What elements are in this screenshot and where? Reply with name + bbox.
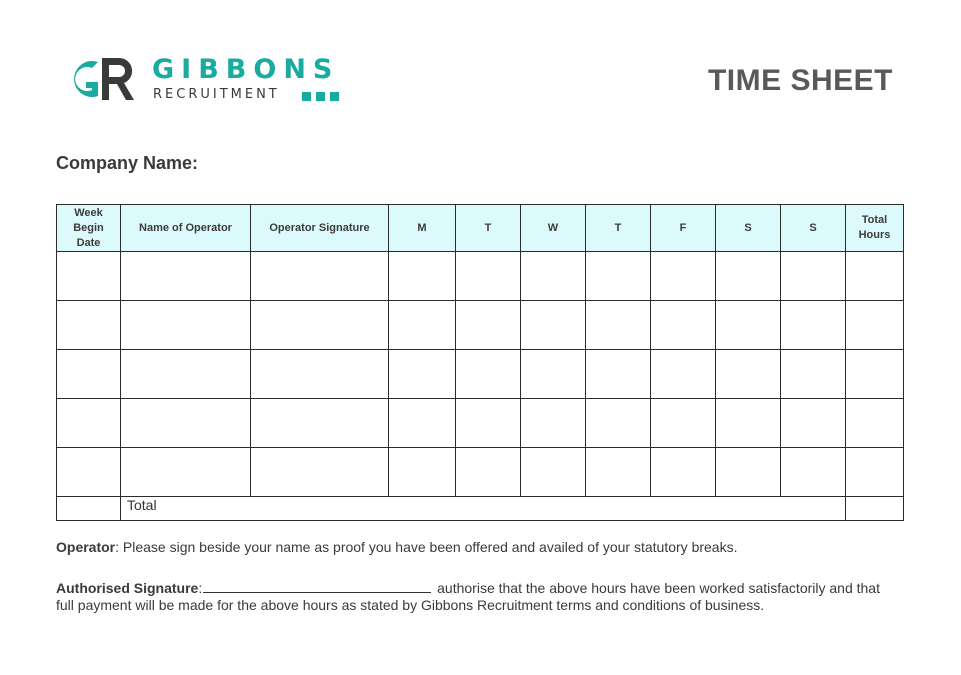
entry-cell[interactable]	[846, 448, 904, 497]
column-header: T	[586, 205, 651, 252]
entry-cell[interactable]	[846, 350, 904, 399]
document-title: TIME SHEET	[707, 64, 893, 97]
entry-cell[interactable]	[251, 448, 389, 497]
table-row	[57, 448, 904, 497]
entry-cell[interactable]	[389, 399, 456, 448]
entry-cell[interactable]	[846, 301, 904, 350]
entry-cell[interactable]	[521, 350, 586, 399]
entry-cell[interactable]	[121, 399, 251, 448]
table-row	[57, 252, 904, 301]
entry-cell[interactable]	[651, 252, 716, 301]
timesheet-table	[56, 204, 904, 521]
entry-cell[interactable]	[586, 252, 651, 301]
entry-cell[interactable]	[586, 301, 651, 350]
entry-cell[interactable]	[57, 448, 121, 497]
column-header: M	[389, 205, 456, 252]
table-row	[57, 399, 904, 448]
column-header: T	[456, 205, 521, 252]
entry-cell[interactable]	[121, 252, 251, 301]
entry-cell[interactable]	[716, 350, 781, 399]
auth-colon: :	[198, 580, 203, 596]
entry-cell[interactable]	[251, 399, 389, 448]
total-hours-cell[interactable]	[846, 497, 904, 521]
auth-text-2: full payment will be made for the above hours as stated by Gibbons Recruitment terms and conditions of business.	[56, 597, 765, 613]
total-blank-cell	[57, 497, 121, 521]
entry-cell[interactable]	[456, 399, 521, 448]
entry-cell[interactable]	[781, 448, 846, 497]
total-row	[57, 497, 904, 521]
entry-cell[interactable]	[121, 448, 251, 497]
company-name-label: Company Name:	[56, 153, 199, 173]
column-header: Week Begin Date	[57, 205, 121, 252]
entry-cell[interactable]	[716, 252, 781, 301]
entry-cell[interactable]	[521, 399, 586, 448]
brand-subtitle: RECRUITMENT	[153, 87, 280, 102]
column-header: W	[521, 205, 586, 252]
entry-cell[interactable]	[57, 350, 121, 399]
brand-squares-decoration	[302, 92, 339, 101]
entry-cell[interactable]	[251, 350, 389, 399]
entry-cell[interactable]	[716, 448, 781, 497]
operator-note	[56, 539, 916, 556]
entry-cell[interactable]	[251, 301, 389, 350]
entry-cell[interactable]	[456, 252, 521, 301]
entry-cell[interactable]	[456, 301, 521, 350]
entry-cell[interactable]	[251, 252, 389, 301]
company-logo	[62, 54, 362, 106]
operator-text: : Please sign beside your name as proof you have been offered and availed of your statutory breaks.	[115, 539, 738, 555]
entry-cell[interactable]	[651, 399, 716, 448]
entry-cell[interactable]	[389, 448, 456, 497]
total-label: Total	[121, 497, 846, 521]
entry-cell[interactable]	[716, 399, 781, 448]
entry-cell[interactable]	[651, 301, 716, 350]
entry-cell[interactable]	[389, 301, 456, 350]
entry-cell[interactable]	[57, 252, 121, 301]
entry-cell[interactable]	[651, 448, 716, 497]
entry-cell[interactable]	[651, 350, 716, 399]
column-header: Name of Operator	[121, 205, 251, 252]
signature-line[interactable]	[203, 580, 431, 593]
auth-signature-label: Authorised Signature	[56, 580, 199, 596]
entry-cell[interactable]	[781, 301, 846, 350]
column-header: S	[716, 205, 781, 252]
column-header: S	[781, 205, 846, 252]
entry-cell[interactable]	[846, 252, 904, 301]
entry-cell[interactable]	[521, 448, 586, 497]
column-header: F	[651, 205, 716, 252]
entry-cell[interactable]	[781, 252, 846, 301]
operator-label: Operator	[56, 539, 116, 555]
entry-cell[interactable]	[389, 252, 456, 301]
entry-cell[interactable]	[57, 301, 121, 350]
entry-cell[interactable]	[389, 350, 456, 399]
brand-name: GIBBONS	[152, 54, 340, 85]
table-row	[57, 301, 904, 350]
entry-cell[interactable]	[456, 350, 521, 399]
entry-cell[interactable]	[716, 301, 781, 350]
entry-cell[interactable]	[781, 350, 846, 399]
entry-cell[interactable]	[521, 301, 586, 350]
entry-cell[interactable]	[121, 301, 251, 350]
entry-cell[interactable]	[586, 350, 651, 399]
authorisation-statement	[56, 580, 916, 614]
gr-monogram-icon	[62, 54, 138, 104]
entry-cell[interactable]	[586, 448, 651, 497]
entry-cell[interactable]	[781, 399, 846, 448]
auth-text-1: authorise that the above hours have been worked satisfactorily and that	[433, 580, 880, 596]
table-header-row	[57, 205, 904, 252]
column-header: Total Hours	[846, 205, 904, 252]
entry-cell[interactable]	[121, 350, 251, 399]
entry-cell[interactable]	[586, 399, 651, 448]
table-row	[57, 350, 904, 399]
entry-cell[interactable]	[57, 399, 121, 448]
entry-cell[interactable]	[456, 448, 521, 497]
entry-cell[interactable]	[846, 399, 904, 448]
column-header: Operator Signature	[251, 205, 389, 252]
entry-cell[interactable]	[521, 252, 586, 301]
